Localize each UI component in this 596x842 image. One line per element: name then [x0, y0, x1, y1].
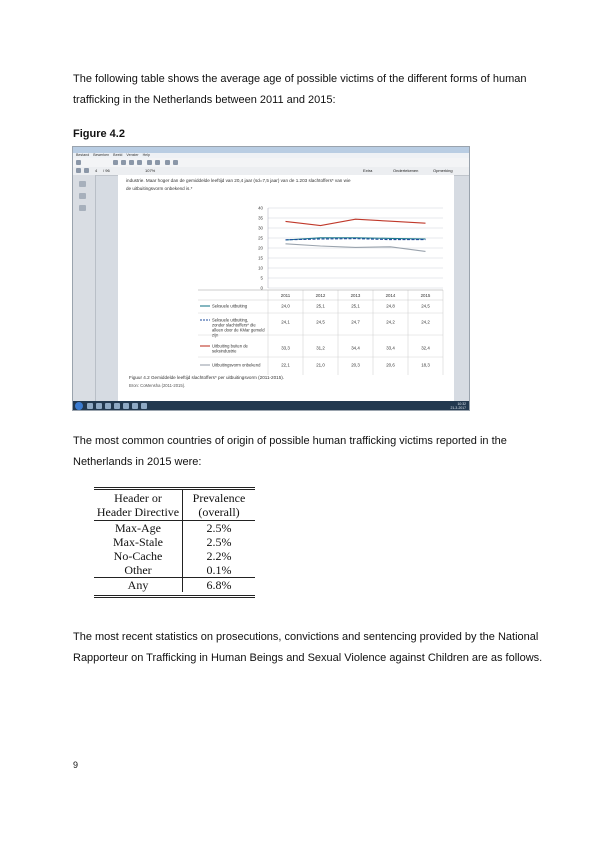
y-tick-label: 0 — [260, 285, 263, 291]
x-tick-label: 2014 — [385, 293, 396, 298]
explorer-icon — [96, 403, 102, 409]
prevalence-cell: 6.8% — [183, 578, 256, 593]
data-label: 24,1 — [281, 319, 290, 325]
chrome-icon — [141, 403, 147, 409]
page-thumbnails-icon — [79, 181, 86, 187]
embedded-screenshot — [72, 146, 470, 411]
y-tick-label: 10 — [258, 265, 263, 271]
y-tick-label: 35 — [258, 215, 263, 221]
tools-pane-button: Extra — [363, 168, 373, 173]
y-tick-label: 20 — [258, 245, 263, 251]
data-label: 25,1 — [351, 303, 360, 309]
x-tick-label: 2015 — [420, 293, 431, 298]
data-label: 24,0 — [281, 303, 290, 309]
directive-cell: Any — [94, 578, 183, 593]
directive-cell: Max-Stale — [94, 535, 183, 549]
page-total: / 96 — [103, 168, 110, 173]
table-row — [94, 535, 255, 549]
open-icon — [113, 160, 118, 165]
directive-cell: Max-Age — [94, 521, 183, 536]
data-label: 24,2 — [386, 319, 395, 325]
data-label: 22,1 — [281, 362, 290, 368]
create-icon — [76, 160, 81, 165]
prev-page-icon — [76, 168, 81, 173]
table-row — [94, 578, 255, 593]
windows-taskbar — [73, 401, 469, 411]
legend-label: Seksuele uitbuiting — [212, 303, 248, 309]
data-label: 33,4 — [386, 345, 395, 351]
data-label: 21,0 — [316, 362, 325, 368]
word-icon — [123, 403, 129, 409]
data-label: 24,8 — [386, 303, 395, 309]
chart-source: Bron: CoMensha (2011-2015). — [129, 383, 186, 388]
y-tick-label: 15 — [258, 255, 263, 261]
comment-pane-button: Opmerking — [433, 168, 453, 173]
outlook-icon — [114, 403, 120, 409]
y-tick-label: 30 — [258, 225, 263, 231]
ie-icon — [87, 403, 93, 409]
page-number: 9 — [73, 760, 79, 770]
prosecution-paragraph: The most recent statistics on prosecutions, convictions and sentencing provided by the National Rapporteur on Trafficking in Human Beings and Sexual Violence against Children are as follows. — [73, 631, 543, 664]
menu-item-window: Venster — [126, 153, 139, 157]
x-tick-label: 2012 — [315, 293, 326, 298]
print-icon — [129, 160, 134, 165]
data-label: 24,7 — [351, 319, 360, 325]
directive-cell: Other — [94, 563, 183, 578]
legend-label: Seksuele uitbuiting, zonder slachtoffers* die alleen door de KMar gemeld zijn — [212, 317, 265, 338]
data-label: 24,5 — [316, 319, 325, 325]
header-directive-table — [94, 487, 255, 598]
prevalence-cell: 2.5% — [206, 521, 232, 535]
data-label: 25,1 — [316, 303, 325, 309]
table-row — [94, 563, 255, 578]
clock-date: 21-3-2017 — [450, 406, 466, 410]
y-tick-label: 40 — [258, 205, 263, 211]
sign-icon — [173, 160, 178, 165]
reader-icon — [132, 403, 138, 409]
clock-time: 10:32 — [457, 402, 466, 406]
prevalence-cell: 2.5% — [206, 535, 232, 549]
save-icon — [121, 160, 126, 165]
directive-cell: No-Cache — [94, 549, 183, 563]
table-row — [94, 521, 255, 536]
comment-icon — [147, 160, 152, 165]
chart-caption: Figuur 4.2 Gemiddelde leeftijd slachtoffers* per uitbuitingsvorm (2011-2015). — [129, 375, 285, 380]
prevalence-cell: 2.2% — [206, 549, 232, 563]
navigation-pane — [73, 175, 96, 401]
legend-label: Uitbuiting buiten de seksindustrie — [212, 343, 248, 354]
series-line — [286, 244, 426, 252]
table-row — [94, 549, 255, 563]
menu-item-help: Help — [142, 153, 150, 157]
data-label: 34,4 — [351, 345, 360, 351]
sign-pane-button: Ondertekenen — [393, 168, 419, 173]
column-header-prevalence — [183, 490, 256, 521]
data-label: 20,6 — [386, 362, 395, 368]
y-tick-label: 5 — [260, 275, 263, 281]
attachments-icon — [79, 205, 86, 211]
pdf-page — [118, 175, 454, 401]
doc-text-line: de uitbuitingsvorm onbekend is.* — [126, 186, 193, 191]
next-page-icon — [84, 168, 89, 173]
header-text: Header Directive — [96, 505, 180, 519]
zoom-level: 107% — [145, 168, 156, 173]
doc-text-line: industrie. Maar hoger dan de gemiddelde leeftijd van 20,4 jaar (sd=7,5 jaar) van de 1.203 slachtoffers* van wie — [126, 178, 351, 183]
series-line — [286, 219, 426, 225]
tool-icon — [165, 160, 170, 165]
start-button — [75, 402, 83, 410]
email-icon — [137, 160, 142, 165]
page-indicator: 4 — [95, 168, 98, 173]
data-label: 31,2 — [316, 345, 325, 351]
bookmarks-icon — [79, 193, 86, 199]
header-text: Prevalence — [192, 491, 246, 505]
origin-paragraph: The most common countries of origin of possible human trafficking victims reported in the Netherlands in 2015 were: — [73, 435, 507, 468]
x-tick-label: 2011 — [280, 293, 291, 298]
data-label: 18,3 — [421, 362, 430, 368]
share-icon — [155, 160, 160, 165]
data-label: 20,3 — [351, 362, 360, 368]
taskbar-clock — [451, 402, 466, 410]
data-label: 32,4 — [421, 345, 430, 351]
data-label: 24,2 — [421, 319, 430, 325]
column-header-directive — [94, 490, 183, 521]
age-line-chart — [118, 175, 454, 375]
figure-label: Figure 4.2 — [73, 128, 125, 140]
prevalence-cell: 0.1% — [206, 563, 232, 577]
header-text: Header or — [114, 491, 162, 505]
y-tick-label: 25 — [258, 235, 263, 241]
header-text: (overall) — [198, 505, 240, 519]
menu-item-edit: Bewerken — [93, 153, 110, 157]
menu-item-view: Beeld — [113, 153, 123, 157]
legend-label: Uitbuitingsvorm onbekend — [212, 362, 261, 368]
intro-paragraph: The following table shows the average age of possible victims of the different forms of human trafficking in the Netherlands between 2011 and 2015: — [73, 73, 527, 106]
data-label: 24,5 — [421, 303, 430, 309]
media-icon — [105, 403, 111, 409]
menu-item-file: Bestand — [76, 153, 90, 157]
data-label: 33,3 — [281, 345, 290, 351]
x-tick-label: 2013 — [350, 293, 361, 298]
